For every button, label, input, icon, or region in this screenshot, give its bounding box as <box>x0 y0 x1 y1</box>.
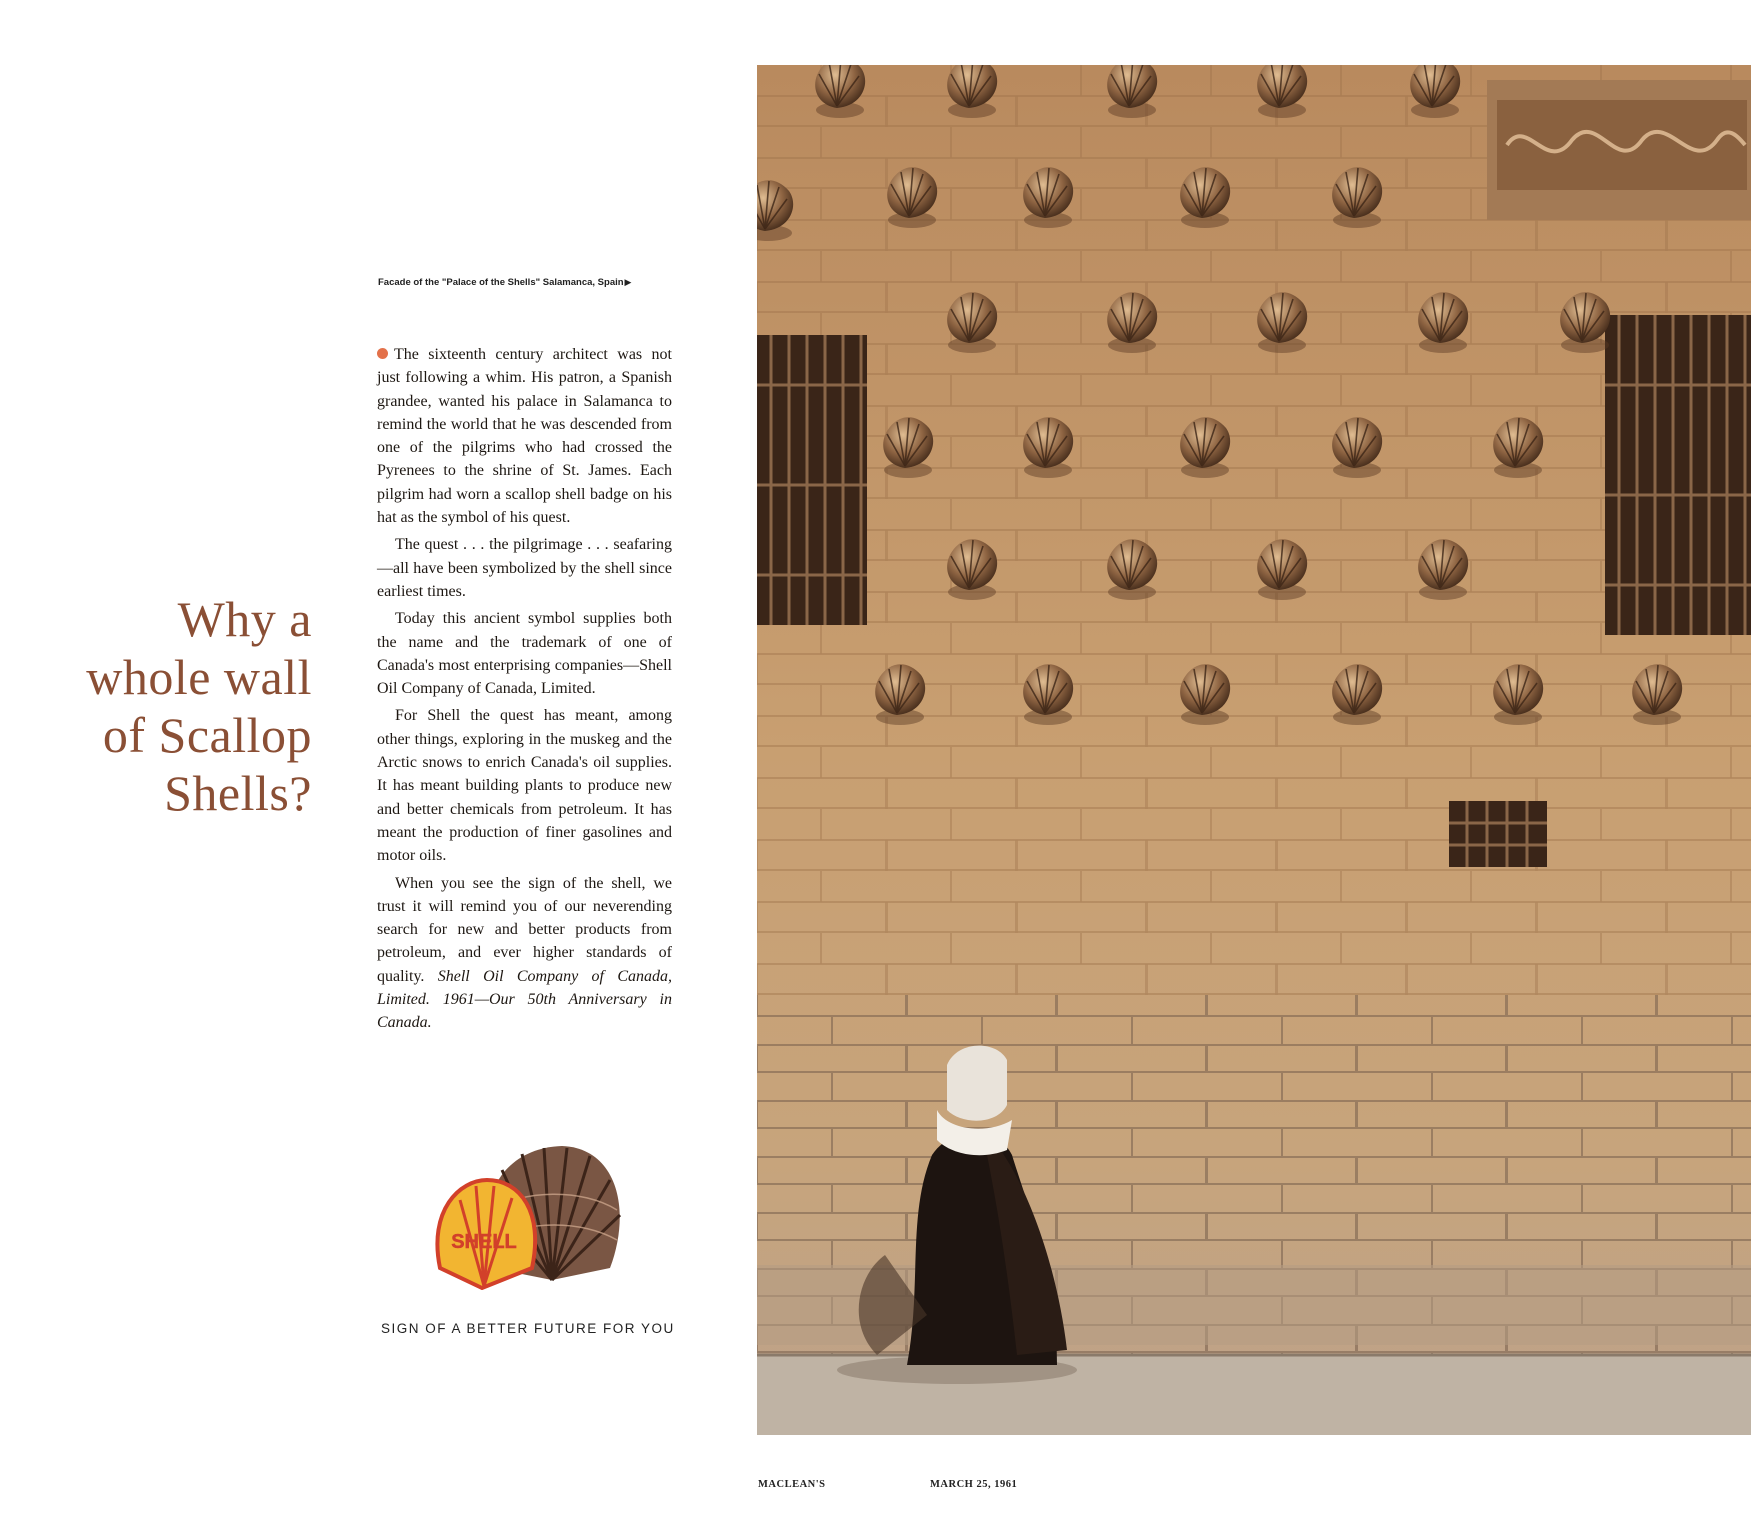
headline-line-2: whole wall <box>86 649 312 705</box>
headline-line-3: of Scallop <box>102 707 312 763</box>
footer-magazine-name: MACLEAN'S <box>758 1479 826 1490</box>
signature: Shell Oil Company of Canada, Limited. 1961—Our 50th Anniversary in Canada. <box>377 967 672 1032</box>
headline-line-1: Why a <box>177 591 312 647</box>
body-copy <box>377 343 672 1039</box>
bullet-dot-icon <box>377 348 388 359</box>
window-grille-right <box>1605 315 1751 635</box>
body-paragraph-2: The quest . . . the pilgrimage . . . seafaring—all have been symbolized by the shell since earliest times. <box>377 536 672 600</box>
body-paragraph-5: When you see the sign of the shell, we trust it will remind you of our neverending search for new and better products from petroleum, and ever higher standards of quality. Shell Oil Company of Canada, Limited. 1961—Our 50th Anniversary in Canada. <box>377 874 672 1032</box>
photo-caption-text: Facade of the "Palace of the Shells" Salamanca, Spain <box>378 277 624 288</box>
photo-illustration <box>757 65 1751 1435</box>
palace-of-shells-photo <box>757 65 1751 1435</box>
tagline: SIGN OF A BETTER FUTURE FOR YOU <box>381 1321 675 1336</box>
body-paragraph-3: Today this ancient symbol supplies both the name and the trademark of one of Canada's most enterprising companies—Shell Oil Company of Canada, Limited. <box>377 610 672 698</box>
shell-logo <box>432 1140 622 1290</box>
headline <box>40 590 312 822</box>
caption-arrow-icon: ▶ <box>624 277 632 287</box>
shell-logo-text: SHELL <box>451 1231 517 1253</box>
body-paragraph-4: For Shell the quest has meant, among other things, exploring in the muskeg and the Arctic snows to enrich Canada's oil supplies. It has meant building plants to produce new and better chemicals from petroleum. It has meant the production of finer gasolines and motor oils. <box>377 707 672 865</box>
photo-caption <box>378 277 680 288</box>
carved-frieze <box>1487 80 1751 220</box>
footer-date: MARCH 25, 1961 <box>930 1479 1018 1490</box>
yellow-shell-emblem-icon <box>437 1180 535 1288</box>
headline-line-4: Shells? <box>164 765 312 821</box>
window-grille-left <box>757 335 867 625</box>
body-paragraph-1: The sixteenth century architect was not just following a whim. His patron, a Spanish grandee, wanted his palace in Salamanca to remind the world that he was descended from one of the pilgrims who had crossed the Pyrenees to the shrine of St. James. Each pilgrim had worn a scallop shell badge on his hat as the symbol of his quest. <box>377 346 672 527</box>
small-window-grille <box>1449 801 1547 867</box>
